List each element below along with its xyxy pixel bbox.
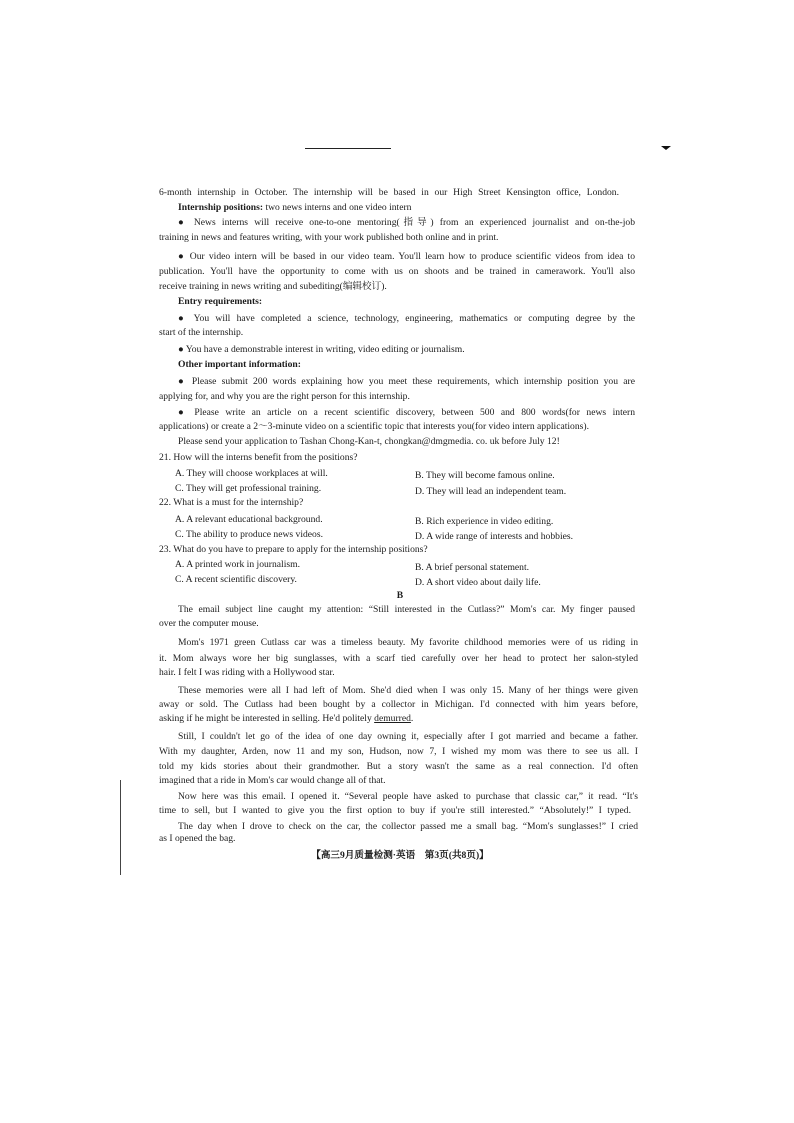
internship-text: two news interns and one video intern [263,202,412,213]
option-21-b: B. They will become famous online. [415,470,555,481]
passage-line: imagined that a ride in Mom's car would change all of that. [159,775,386,786]
margin-line [120,780,121,875]
passage-line: away or sold. The Cutlass had been bought by a collector in Michigan. I'd connected with him years before, [159,699,638,710]
passage-line: The day when I drove to check on the car, the collector passed me a small bag. “Mom's sunglasses!” I cried [178,821,638,832]
page-footer: 【高三9月质量检测·英语 第3页(共8页)】 [311,850,489,861]
text-line: start of the internship. [159,327,244,338]
bullet-article: ● Please write an article on a recent scientific discovery, between 500 and 800 words(for news intern [178,407,635,418]
option-21-a: A. They will choose workplaces at will. [175,468,328,479]
option-22-b: B. Rich experience in video editing. [415,516,554,527]
underlined-word: demurred [374,713,411,724]
option-22-a: A. A relevant educational background. [175,514,323,525]
text-line: publication. You'll have the opportunity to come with us on shoots and be trained in camerawork. You'll also [159,266,635,277]
passage-line: Mom's 1971 green Cutlass car was a timeless beauty. My favorite childhood memories were of us riding in [178,637,638,648]
text-line: applications) or create a 2～3-minute video on a scientific topic that interests you(for video intern applications). [159,421,589,432]
option-23-b: B. A brief personal statement. [415,562,530,573]
passage-text: asking if he might be interested in selling. He'd politely [159,713,375,724]
internship-positions-line [178,202,411,214]
option-21-d: D. They will lead an independent team. [415,486,567,497]
bullet-interest: ● You have a demonstrable interest in writing, video editing or journalism. [178,344,465,355]
passage-text: . [410,713,414,724]
internship-heading: Internship positions: [178,202,264,213]
passage-line: told my kids stories about their grandmother. But a story wasn't the same as a real connection. I'd often [159,761,638,772]
passage-line: The email subject line caught my attention: “Still interested in the Cutlass?” Mom's car. My finger paused [178,604,635,615]
passage-line: time to sell, but I wanted to give you the first option to buy if you're still interested.” “Absolutely!” I typed. [159,805,631,816]
question-22: 22. What is a must for the internship? [159,497,304,508]
passage-line: over the computer mouse. [159,618,259,629]
bullet-news-interns: ● News interns will receive one-to-one mentoring(指导) from an experienced journalist and on-the-job [178,217,635,228]
section-b-label: B [396,590,404,601]
passage-line: hair. I felt I was riding with a Hollywood star. [159,667,335,678]
option-23-d: D. A short video about daily life. [415,577,541,588]
text-line: applying for, and why you are the right person for this internship. [159,391,410,402]
bullet-submit-words: ● Please submit 200 words explaining how you meet these requirements, which internship position you are [178,376,635,387]
application-contact: Please send your application to Tashan Chong-Kan-t, chongkan@dmgmedia. co. uk before July 12! [178,436,560,447]
passage-line: With my daughter, Arden, now 11 and my son, Hudson, now 7, I wished my mom was there to see us all. I [159,746,638,757]
entry-requirements-heading: Entry requirements: [178,296,263,307]
passage-line: These memories were all I had left of Mom. She'd died when I was only 15. Many of her things were given [178,685,638,696]
text-line: training in news and features writing, with your work published both online and in print. [159,232,499,243]
option-22-c: C. The ability to produce news videos. [175,529,323,540]
option-22-d: D. A wide range of interests and hobbies. [415,531,573,542]
option-21-c: C. They will get professional training. [175,483,322,494]
corner-mark-icon [661,146,671,150]
passage-line: it. Mom always wore her big sunglasses, with a scarf tied carefully over her head to protect her salon-styled [159,653,638,664]
bullet-video-intern: ● Our video intern will be based in our video team. You'll learn how to produce scientific videos from idea to [178,251,635,262]
question-23: 23. What do you have to prepare to apply for the internship positions? [159,544,428,555]
option-23-c: C. A recent scientific discovery. [175,574,297,585]
passage-line [159,713,413,725]
option-23-a: A. A printed work in journalism. [175,559,300,570]
passage-line: Still, I couldn't let go of the idea of one day owning it, especially after I got married and became a father. [178,731,638,742]
bullet-degree: ● You will have completed a science, technology, engineering, mathematics or computing degree by the [178,313,635,324]
passage-line: Now here was this email. I opened it. “Several people have asked to purchase that classic car,” it read. “It's [178,791,638,802]
header-rule [305,148,391,149]
text-line: 6-month internship in October. The internship will be based in our High Street Kensington office, London. [159,187,619,198]
question-21: 21. How will the interns benefit from the positions? [159,452,358,463]
passage-line: as I opened the bag. [159,833,236,844]
other-information-heading: Other important information: [178,359,301,370]
text-line: receive training in news writing and subediting(编辑校订). [159,281,387,292]
